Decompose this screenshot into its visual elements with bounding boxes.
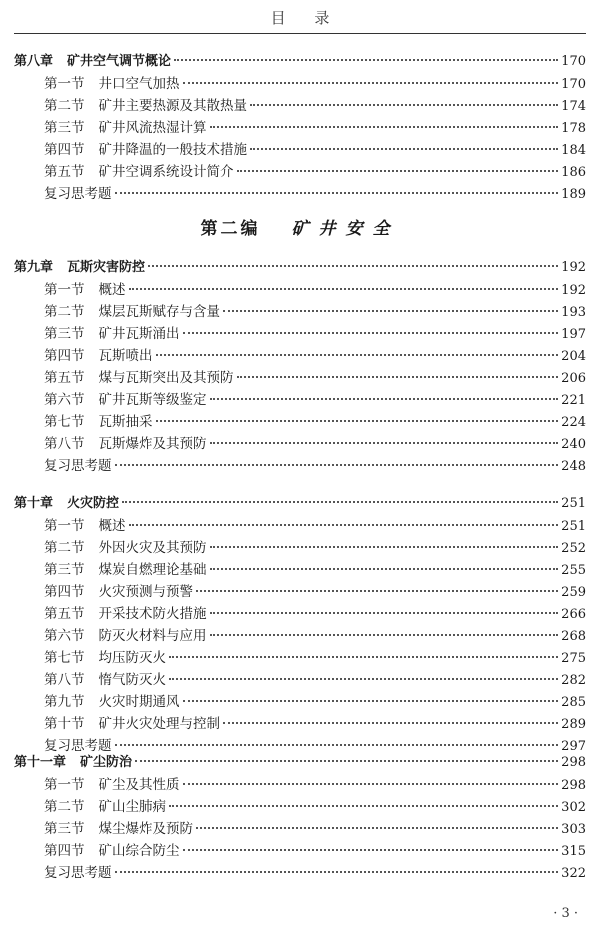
section-title: 矿井瓦斯涌出 bbox=[98, 326, 180, 342]
section-number: 第五节 bbox=[44, 606, 85, 622]
section-title: 惰气防灭火 bbox=[98, 672, 166, 688]
header-title: 目 录 bbox=[270, 9, 342, 27]
section-title: 概述 bbox=[98, 282, 126, 298]
section-title: 瓦斯抽采 bbox=[98, 414, 153, 430]
section-number: 第三节 bbox=[44, 562, 85, 578]
page-number: 322 bbox=[561, 866, 586, 881]
dot-leader bbox=[196, 590, 558, 592]
section-entry bbox=[44, 302, 586, 322]
section-number: 第一节 bbox=[44, 518, 85, 534]
section-entry bbox=[44, 841, 586, 861]
section-entry bbox=[44, 538, 586, 558]
section-entry bbox=[44, 280, 586, 300]
section-title: 概述 bbox=[98, 518, 126, 534]
section-number: 第五节 bbox=[44, 370, 85, 386]
section-number: 第一节 bbox=[44, 76, 85, 92]
page-number: 204 bbox=[561, 349, 586, 364]
dot-leader bbox=[135, 760, 558, 762]
section-number: 第八节 bbox=[44, 672, 85, 688]
page-number: 170 bbox=[561, 77, 586, 92]
page-number: 186 bbox=[561, 165, 586, 180]
page-number: 252 bbox=[561, 541, 586, 556]
section-entry bbox=[44, 582, 586, 602]
page-number: 184 bbox=[561, 143, 586, 158]
section-number: 第七节 bbox=[44, 414, 85, 430]
dot-leader bbox=[196, 827, 558, 829]
section-entry bbox=[44, 346, 586, 366]
dot-leader bbox=[210, 568, 559, 570]
review-title: 复习思考题 bbox=[44, 458, 112, 474]
dot-leader bbox=[115, 464, 559, 466]
section-entry bbox=[44, 324, 586, 344]
section-entry bbox=[44, 140, 586, 160]
page-number: 268 bbox=[561, 629, 586, 644]
chapter-entry bbox=[14, 494, 586, 514]
section-number: 第十节 bbox=[44, 716, 85, 732]
section-number: 第五节 bbox=[44, 164, 85, 180]
page-number: 298 bbox=[561, 755, 586, 770]
chapter-title: 瓦斯灾害防控 bbox=[67, 260, 146, 275]
page-number: 189 bbox=[561, 187, 586, 202]
section-title: 矿山尘肺病 bbox=[98, 799, 166, 815]
page-number: 302 bbox=[561, 800, 586, 815]
section-number: 第二节 bbox=[44, 540, 85, 556]
section-title: 瓦斯喷出 bbox=[98, 348, 153, 364]
dot-leader bbox=[169, 678, 558, 680]
section-entry bbox=[44, 692, 586, 712]
part-title: 矿井安全 bbox=[291, 219, 400, 239]
review-title: 复习思考题 bbox=[44, 738, 112, 754]
dot-leader bbox=[237, 170, 559, 172]
dot-leader bbox=[250, 148, 558, 150]
section-entry bbox=[44, 714, 586, 734]
part-heading bbox=[0, 214, 600, 239]
section-number: 第二节 bbox=[44, 98, 85, 114]
page-number: 197 bbox=[561, 327, 586, 342]
page-number: 192 bbox=[561, 283, 586, 298]
section-entry bbox=[44, 819, 586, 839]
section-title: 矿井空调系统设计简介 bbox=[98, 164, 234, 180]
section-title: 防灭火材料与应用 bbox=[98, 628, 207, 644]
review-title: 复习思考题 bbox=[44, 865, 112, 881]
section-number: 第二节 bbox=[44, 799, 85, 815]
section-title: 矿井主要热源及其散热量 bbox=[98, 98, 247, 114]
page-number: 251 bbox=[561, 519, 586, 534]
dot-leader bbox=[115, 744, 559, 746]
page-folio: · 3 · bbox=[553, 906, 578, 921]
review-entry bbox=[44, 863, 586, 883]
chapter-number: 第八章 bbox=[14, 54, 54, 69]
dot-leader bbox=[210, 634, 559, 636]
page-number: 248 bbox=[561, 459, 586, 474]
dot-leader bbox=[210, 398, 559, 400]
section-entry bbox=[44, 162, 586, 182]
chapter-entry bbox=[14, 52, 586, 72]
page-number: 206 bbox=[561, 371, 586, 386]
page-number: 285 bbox=[561, 695, 586, 710]
dot-leader bbox=[210, 126, 559, 128]
page-number: 240 bbox=[561, 437, 586, 452]
page-number: 193 bbox=[561, 305, 586, 320]
section-number: 第四节 bbox=[44, 843, 85, 859]
chapter-number: 第十一章 bbox=[14, 755, 67, 770]
section-number: 第七节 bbox=[44, 650, 85, 666]
page-number: 289 bbox=[561, 717, 586, 732]
section-title: 矿尘及其性质 bbox=[98, 777, 180, 793]
section-title: 矿井瓦斯等级鉴定 bbox=[98, 392, 207, 408]
dot-leader bbox=[148, 265, 558, 267]
section-title: 开采技术防火措施 bbox=[98, 606, 207, 622]
section-entry bbox=[44, 648, 586, 668]
page-number: 224 bbox=[561, 415, 586, 430]
section-entry bbox=[44, 118, 586, 138]
page-number: 174 bbox=[561, 99, 586, 114]
dot-leader bbox=[169, 805, 558, 807]
dot-leader bbox=[183, 700, 559, 702]
review-title: 复习思考题 bbox=[44, 186, 112, 202]
section-title: 井口空气加热 bbox=[98, 76, 180, 92]
section-number: 第三节 bbox=[44, 120, 85, 136]
page-number: 282 bbox=[561, 673, 586, 688]
section-entry bbox=[44, 516, 586, 536]
section-number: 第三节 bbox=[44, 821, 85, 837]
section-entry bbox=[44, 434, 586, 454]
page-number: 192 bbox=[561, 260, 586, 275]
page-number: 315 bbox=[561, 844, 586, 859]
dot-leader bbox=[169, 656, 558, 658]
section-title: 矿井火灾处理与控制 bbox=[98, 716, 220, 732]
chapter-title: 矿尘防治 bbox=[80, 755, 133, 770]
section-number: 第六节 bbox=[44, 628, 85, 644]
section-entry bbox=[44, 368, 586, 388]
dot-leader bbox=[156, 354, 559, 356]
dot-leader bbox=[223, 310, 558, 312]
section-entry bbox=[44, 604, 586, 624]
dot-leader bbox=[250, 104, 558, 106]
section-title: 煤尘爆炸及预防 bbox=[98, 821, 193, 837]
dot-leader bbox=[183, 82, 559, 84]
section-title: 煤炭自燃理论基础 bbox=[98, 562, 207, 578]
section-entry bbox=[44, 775, 586, 795]
section-number: 第一节 bbox=[44, 282, 85, 298]
section-entry bbox=[44, 412, 586, 432]
dot-leader bbox=[223, 722, 558, 724]
page-number: 178 bbox=[561, 121, 586, 136]
dot-leader bbox=[174, 59, 558, 61]
section-number: 第八节 bbox=[44, 436, 85, 452]
section-number: 第二节 bbox=[44, 304, 85, 320]
section-title: 火灾预测与预警 bbox=[98, 584, 193, 600]
section-number: 第三节 bbox=[44, 326, 85, 342]
running-header bbox=[14, 0, 586, 34]
section-entry bbox=[44, 670, 586, 690]
dot-leader bbox=[115, 871, 559, 873]
page-number: 251 bbox=[561, 496, 586, 511]
section-entry bbox=[44, 626, 586, 646]
page-number: 255 bbox=[561, 563, 586, 578]
dot-leader bbox=[210, 442, 559, 444]
dot-leader bbox=[237, 376, 559, 378]
dot-leader bbox=[156, 420, 559, 422]
section-title: 矿山综合防尘 bbox=[98, 843, 180, 859]
review-entry bbox=[44, 456, 586, 476]
page-number: 298 bbox=[561, 778, 586, 793]
section-title: 煤与瓦斯突出及其预防 bbox=[98, 370, 234, 386]
section-entry bbox=[44, 797, 586, 817]
dot-leader bbox=[183, 783, 559, 785]
section-number: 第一节 bbox=[44, 777, 85, 793]
dot-leader bbox=[115, 192, 559, 194]
section-number: 第四节 bbox=[44, 584, 85, 600]
chapter-number: 第十章 bbox=[14, 496, 54, 511]
section-title: 均压防灭火 bbox=[98, 650, 166, 666]
section-title: 外因火灾及其预防 bbox=[98, 540, 207, 556]
page-number: 297 bbox=[561, 739, 586, 754]
chapter-title: 矿井空气调节概论 bbox=[67, 54, 172, 69]
section-entry bbox=[44, 74, 586, 94]
section-entry bbox=[44, 96, 586, 116]
page-number: 266 bbox=[561, 607, 586, 622]
page-number: 221 bbox=[561, 393, 586, 408]
section-title: 矿井降温的一般技术措施 bbox=[98, 142, 247, 158]
dot-leader bbox=[183, 332, 559, 334]
page-number: 303 bbox=[561, 822, 586, 837]
section-number: 第六节 bbox=[44, 392, 85, 408]
section-number: 第四节 bbox=[44, 348, 85, 364]
chapter-entry bbox=[14, 753, 586, 773]
section-entry bbox=[44, 560, 586, 580]
section-number: 第四节 bbox=[44, 142, 85, 158]
page-number: 275 bbox=[561, 651, 586, 666]
dot-leader bbox=[129, 524, 559, 526]
chapter-number: 第九章 bbox=[14, 260, 54, 275]
chapter-title: 火灾防控 bbox=[67, 496, 120, 511]
section-title: 煤层瓦斯赋存与含量 bbox=[98, 304, 220, 320]
page-number: 259 bbox=[561, 585, 586, 600]
review-entry bbox=[44, 184, 586, 204]
section-entry bbox=[44, 390, 586, 410]
chapter-entry bbox=[14, 258, 586, 278]
dot-leader bbox=[210, 546, 559, 548]
part-number: 第二编 bbox=[200, 219, 261, 239]
dot-leader bbox=[183, 849, 559, 851]
section-title: 瓦斯爆炸及其预防 bbox=[98, 436, 207, 452]
section-number: 第九节 bbox=[44, 694, 85, 710]
section-title: 矿井风流热湿计算 bbox=[98, 120, 207, 136]
dot-leader bbox=[210, 612, 559, 614]
page-number: 170 bbox=[561, 54, 586, 69]
dot-leader bbox=[129, 288, 559, 290]
dot-leader bbox=[122, 501, 558, 503]
section-title: 火灾时期通风 bbox=[98, 694, 180, 710]
